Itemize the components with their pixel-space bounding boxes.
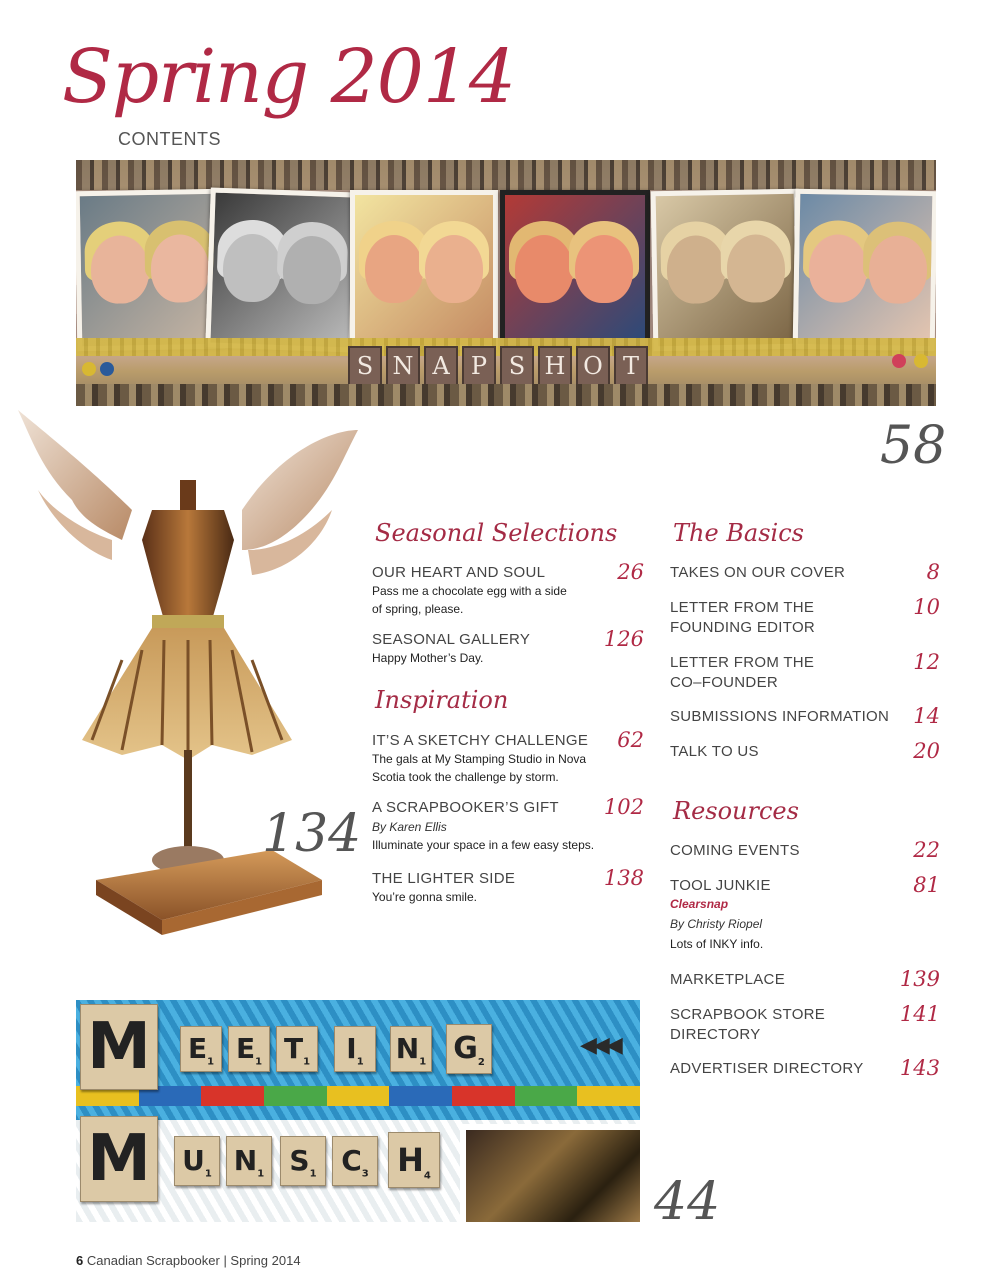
entry-page: 102 (603, 795, 644, 819)
scrabble-tile: $E_1$ (180, 1026, 222, 1072)
entry-title: SEASONAL GALLERY (372, 631, 531, 648)
entry-description: Illuminate your space in a few easy steps. (372, 838, 595, 852)
snapshot-letter: T (614, 346, 648, 386)
entry-title: THE LIGHTER SIDE (372, 870, 516, 887)
toc-entry[interactable] (670, 1002, 940, 1046)
snapshot-banner-image[interactable] (76, 160, 936, 406)
entry-page: 10 (913, 595, 940, 619)
snapshot-letter: O (576, 346, 610, 386)
entry-description: You’re gonna smile. (372, 890, 477, 904)
footer-page-number: 6 (76, 1253, 84, 1268)
entry-page: 8 (926, 560, 940, 584)
banner-page-number[interactable]: 58 (880, 416, 947, 476)
banner-photo-2 (205, 187, 358, 352)
toc-entry[interactable] (670, 650, 940, 694)
right-wing (242, 430, 358, 550)
snapshot-letter: A (424, 346, 458, 386)
entry-subtitle: Clearsnap (670, 897, 729, 911)
banner-photo-3 (350, 190, 498, 350)
heading-seasonal-selections: Seasonal Selections (375, 519, 618, 547)
entry-title: SUBMISSIONS INFORMATION (670, 708, 890, 725)
toc-entry[interactable] (670, 1056, 940, 1082)
bodice (142, 510, 234, 620)
entry-page: 62 (617, 728, 644, 752)
entry-description: The gals at My Stamping Studio in Nova Scotia took the challenge by storm. (372, 752, 587, 784)
scrabble-tile: $G_2$ (446, 1024, 492, 1074)
toc-entry[interactable] (670, 873, 940, 957)
snapshot-letter: N (386, 346, 420, 386)
snapshot-letter: S (500, 346, 534, 386)
toc-entry[interactable] (670, 967, 940, 993)
scrabble-tile: $E_1$ (228, 1026, 270, 1072)
banner-texture-strip (76, 384, 936, 406)
entry-page: 138 (603, 866, 644, 890)
page-title: Spring 2014 (62, 34, 515, 120)
banner-photo-6 (793, 189, 936, 351)
entry-page: 81 (913, 873, 940, 897)
flower-icon (914, 354, 928, 368)
entry-page: 22 (913, 838, 940, 862)
meeting-page-number[interactable]: 44 (654, 1172, 721, 1232)
entry-title: CO–FOUNDER (670, 674, 779, 691)
entry-page: 20 (913, 739, 940, 763)
dress-page-number[interactable]: 134 (262, 804, 362, 864)
toc-entry[interactable] (670, 704, 940, 730)
entry-page: 26 (617, 560, 644, 584)
toc-entry[interactable] (670, 595, 940, 639)
toc-entry[interactable] (670, 560, 940, 586)
entry-title: A SCRAPBOOKER’S GIFT (372, 799, 559, 816)
footer-publication: Canadian Scrapbooker | Spring 2014 (86, 1253, 301, 1268)
entry-title: OUR HEART AND SOUL (372, 564, 546, 581)
banner-texture-strip (76, 160, 936, 190)
scrabble-tile: $C_3$ (332, 1136, 378, 1186)
scrabble-tile: M (80, 1116, 158, 1202)
entry-description: Pass me a chocolate egg with a side of spring, please. (372, 584, 567, 616)
entry-page: 126 (603, 627, 644, 651)
entry-title: TOOL JUNKIE (670, 877, 771, 894)
scrabble-tile: $S_1$ (280, 1136, 326, 1186)
dress-stand (184, 750, 192, 860)
entry-title: IT’S A SKETCHY CHALLENGE (372, 732, 589, 749)
banner-photo-5 (651, 189, 802, 352)
entry-byline: By Karen Ellis (372, 820, 447, 834)
snapshot-title (348, 346, 648, 386)
color-stripe (76, 1086, 640, 1106)
interior-photo (460, 1124, 640, 1222)
flower-icon (892, 354, 906, 368)
snapshot-letter: P (462, 346, 496, 386)
left-wing (18, 410, 132, 540)
entry-title: ADVERTISER DIRECTORY (670, 1060, 864, 1077)
banner-photo-1 (76, 189, 225, 352)
entry-byline: By Christy Riopel (670, 917, 763, 931)
entry-description: Lots of INKY info. (670, 937, 764, 951)
scrabble-tile: M (80, 1004, 158, 1090)
heading-resources: Resources (673, 797, 799, 825)
entry-page: 139 (899, 967, 940, 991)
banner-photo-4 (500, 190, 650, 350)
snapshot-letter: S (348, 346, 382, 386)
entry-description: Happy Mother’s Day. (372, 651, 484, 665)
toc-entry[interactable] (670, 739, 940, 765)
entry-title: LETTER FROM THE (670, 654, 815, 671)
flower-icon (100, 362, 114, 376)
entry-title: LETTER FROM THE (670, 599, 815, 616)
entry-title: FOUNDING EDITOR (670, 619, 816, 636)
entry-title: COMING EVENTS (670, 842, 800, 859)
entry-page: 141 (899, 1002, 940, 1026)
meeting-munsch-image[interactable] (76, 1000, 640, 1222)
entry-title: TAKES ON OUR COVER (670, 564, 846, 581)
entry-page: 14 (913, 704, 940, 728)
entry-page: 12 (913, 650, 940, 674)
scrabble-tile: $N_1$ (390, 1026, 432, 1072)
heading-the-basics: The Basics (673, 519, 804, 547)
scrabble-tile: $U_1$ (174, 1136, 220, 1186)
page-footer (76, 1253, 301, 1268)
snapshot-letter: H (538, 346, 572, 386)
scrabble-tile: $H_4$ (388, 1132, 440, 1188)
neck (180, 480, 196, 510)
waistband (152, 615, 224, 629)
entry-title: SCRAPBOOK STORE (670, 1006, 826, 1023)
entry-title: DIRECTORY (670, 1026, 761, 1043)
entry-title: MARKETPLACE (670, 971, 785, 988)
scrabble-tile: $I_1$ (334, 1026, 376, 1072)
arrow-decoration-icon: ◀◀◀ (580, 1032, 619, 1057)
scrabble-tile: $N_1$ (226, 1136, 272, 1186)
flower-icon (82, 362, 96, 376)
toc-entry[interactable] (670, 838, 940, 864)
entry-title: TALK TO US (670, 743, 759, 760)
scrabble-tile: $T_1$ (276, 1026, 318, 1072)
heading-inspiration: Inspiration (375, 686, 509, 714)
entry-page: 143 (899, 1056, 940, 1080)
contents-label: CONTENTS (118, 129, 221, 149)
